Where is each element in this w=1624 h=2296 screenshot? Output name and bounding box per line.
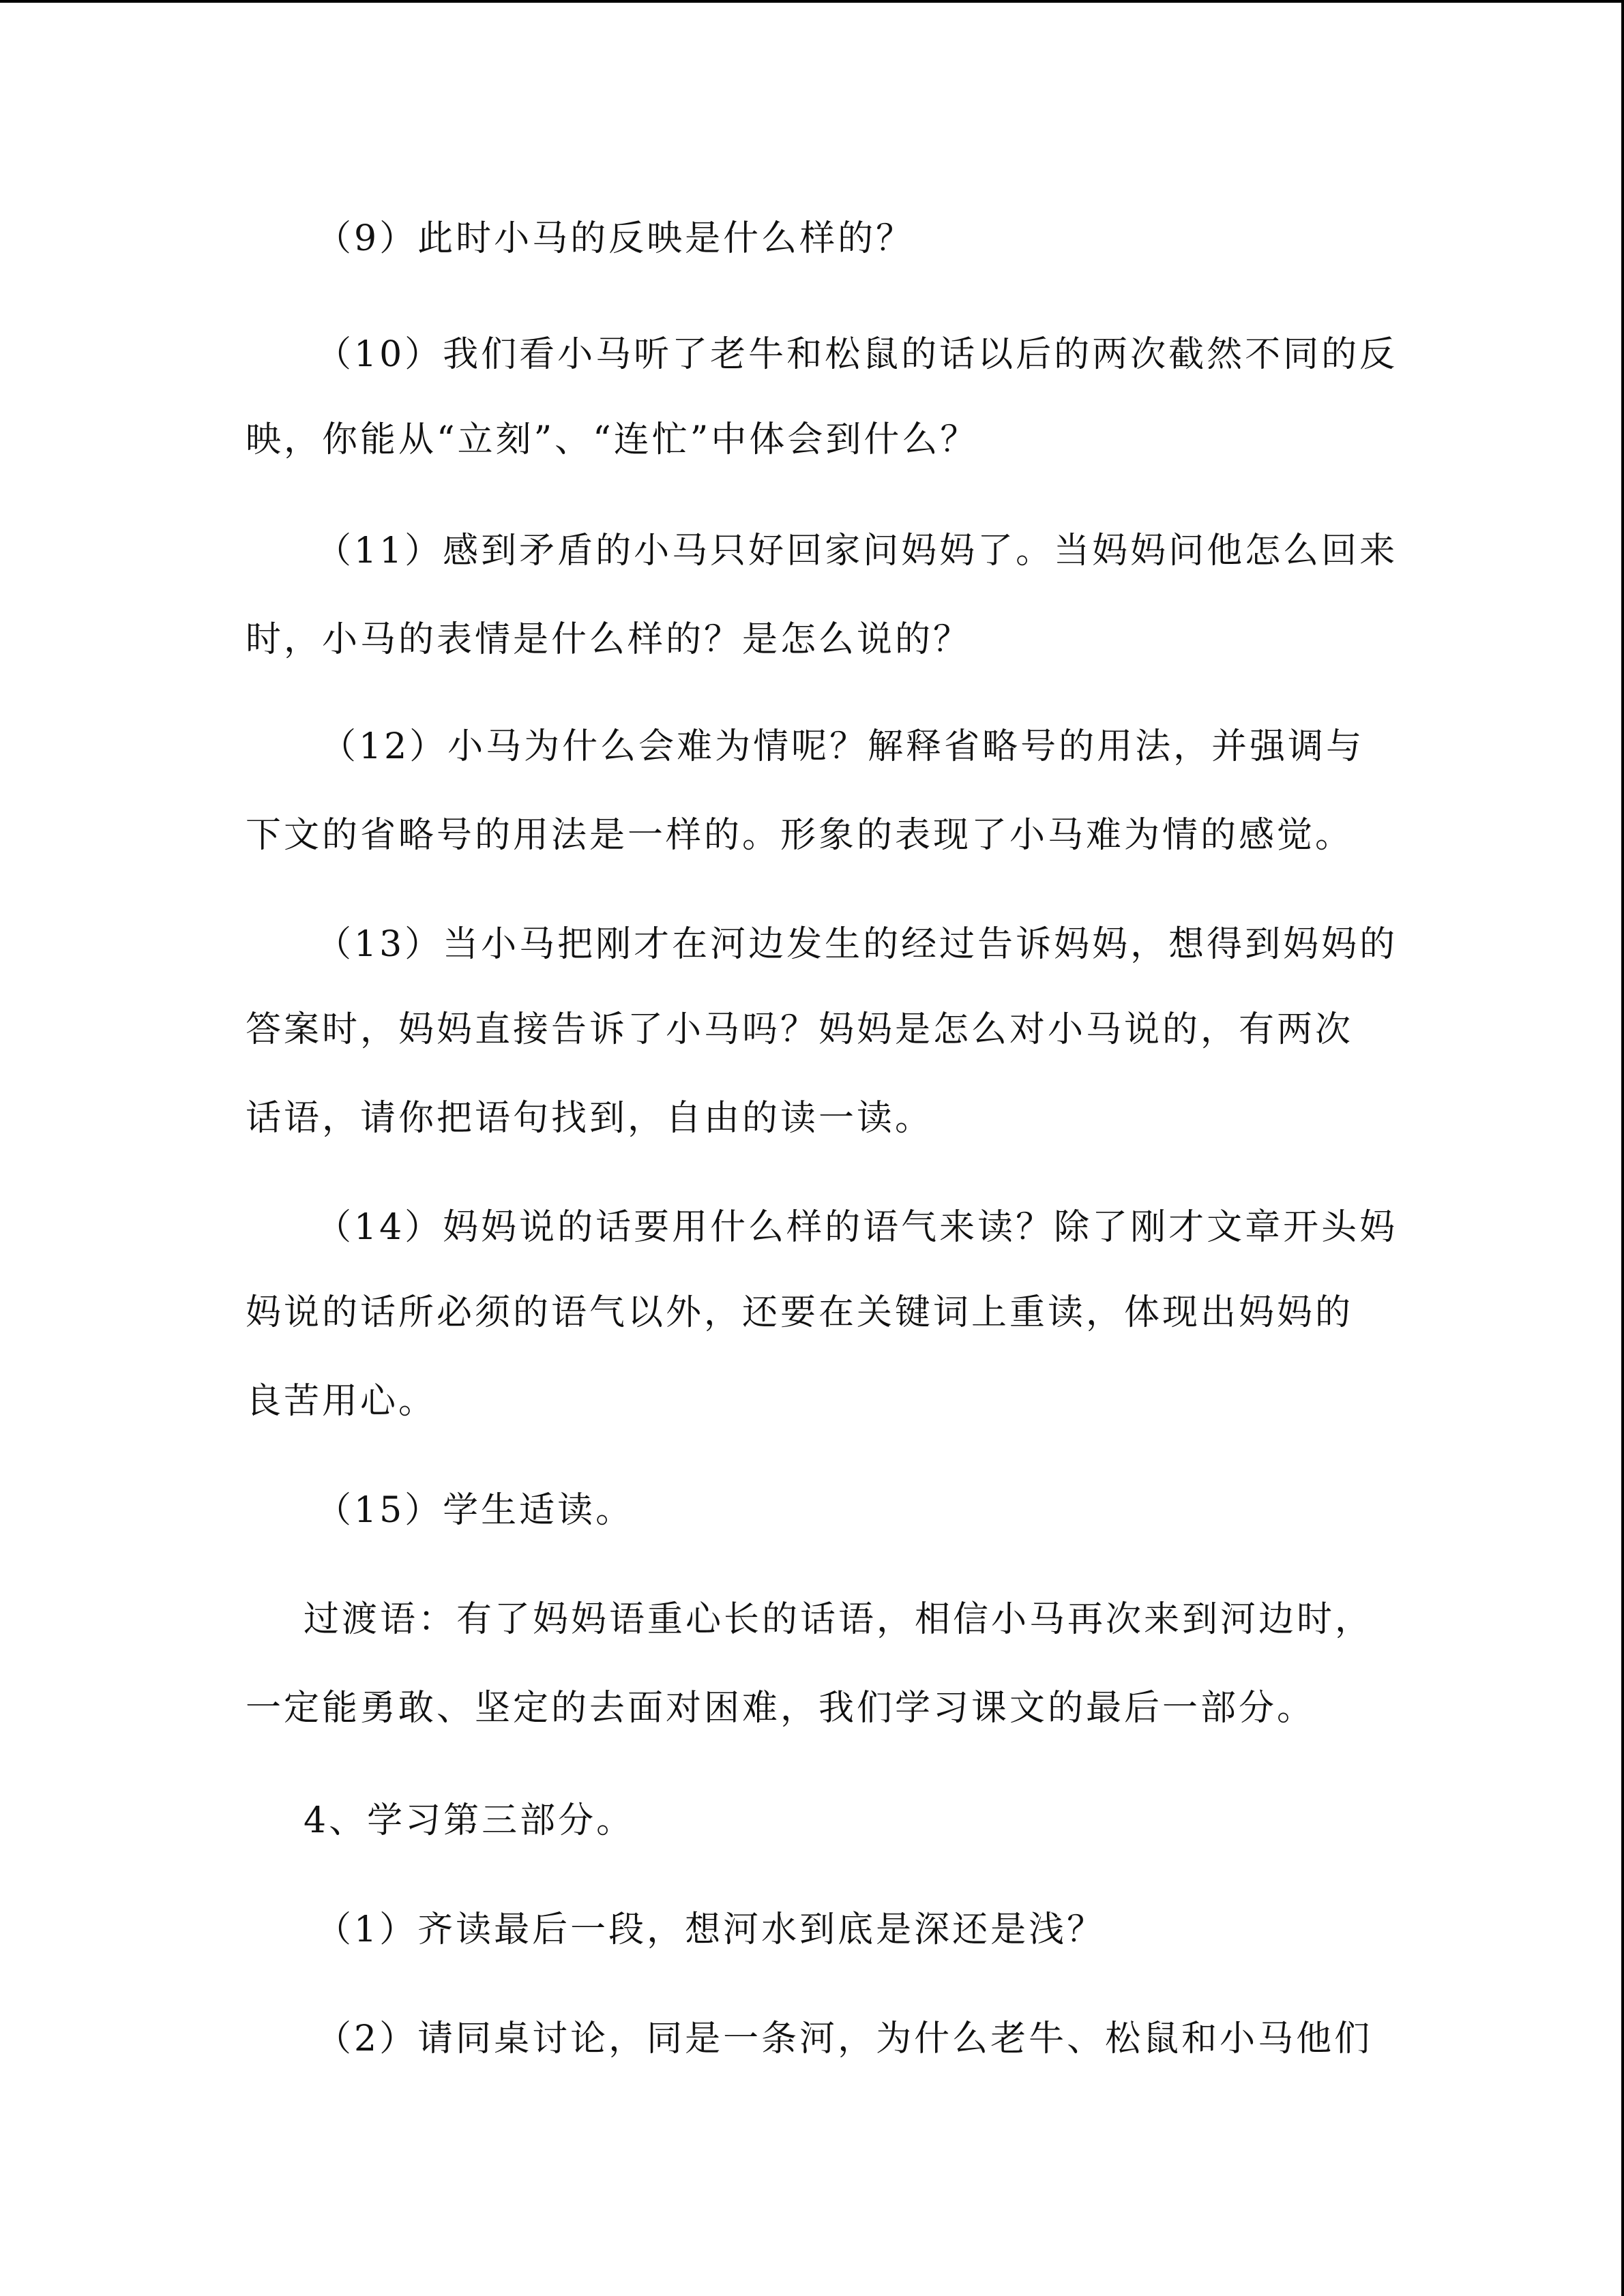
text-line: （11）感到矛盾的小马只好回家问妈妈了。当妈妈问他怎么回来 [316,531,1398,571]
text-line: （9）此时小马的反映是什么样的？ [316,218,915,259]
text-line: （10）我们看小马听了老牛和松鼠的话以后的两次截然不同的反 [316,334,1398,375]
text-line: （12）小马为什么会难为情呢？解释省略号的用法，并强调与 [321,726,1365,767]
text-line: 话语，请你把语句找到，自由的读一读。 [246,1098,934,1139]
text-line: 一定能勇敢、坚定的去面对困难，我们学习课文的最后一部分。 [246,1688,1316,1729]
text-line: 时，小马的表情是什么样的？是怎么说的？ [246,619,972,660]
text-line: （15）学生适读。 [316,1490,634,1531]
text-line: （14）妈妈说的话要用什么样的语气来读？除了刚才文章开头妈 [316,1207,1398,1248]
text-line: 答案时，妈妈直接告诉了小马吗？妈妈是怎么对小马说的，有两次 [246,1009,1354,1050]
text-line: 良苦用心。 [246,1381,437,1422]
text-line: 过渡语：有了妈妈语重心长的话语，相信小马再次来到河边时， [304,1599,1374,1640]
text-line: （2）请同桌讨论，同是一条河，为什么老牛、松鼠和小马他们 [316,2018,1373,2059]
text-line: （13）当小马把刚才在河边发生的经过告诉妈妈，想得到妈妈的 [316,924,1398,965]
text-line: （1）齐读最后一段，想河水到底是深还是浅？ [316,1909,1106,1950]
text-line: 下文的省略号的用法是一样的。形象的表现了小马难为情的感觉。 [246,815,1354,856]
text-line: 妈说的话所必须的语气以外，还要在关键词上重读，体现出妈妈的 [246,1292,1354,1333]
text-line: 4、学习第三部分。 [304,1800,635,1841]
text-line: 映，你能从“立刻”、“连忙”中体会到什么？ [246,419,979,460]
